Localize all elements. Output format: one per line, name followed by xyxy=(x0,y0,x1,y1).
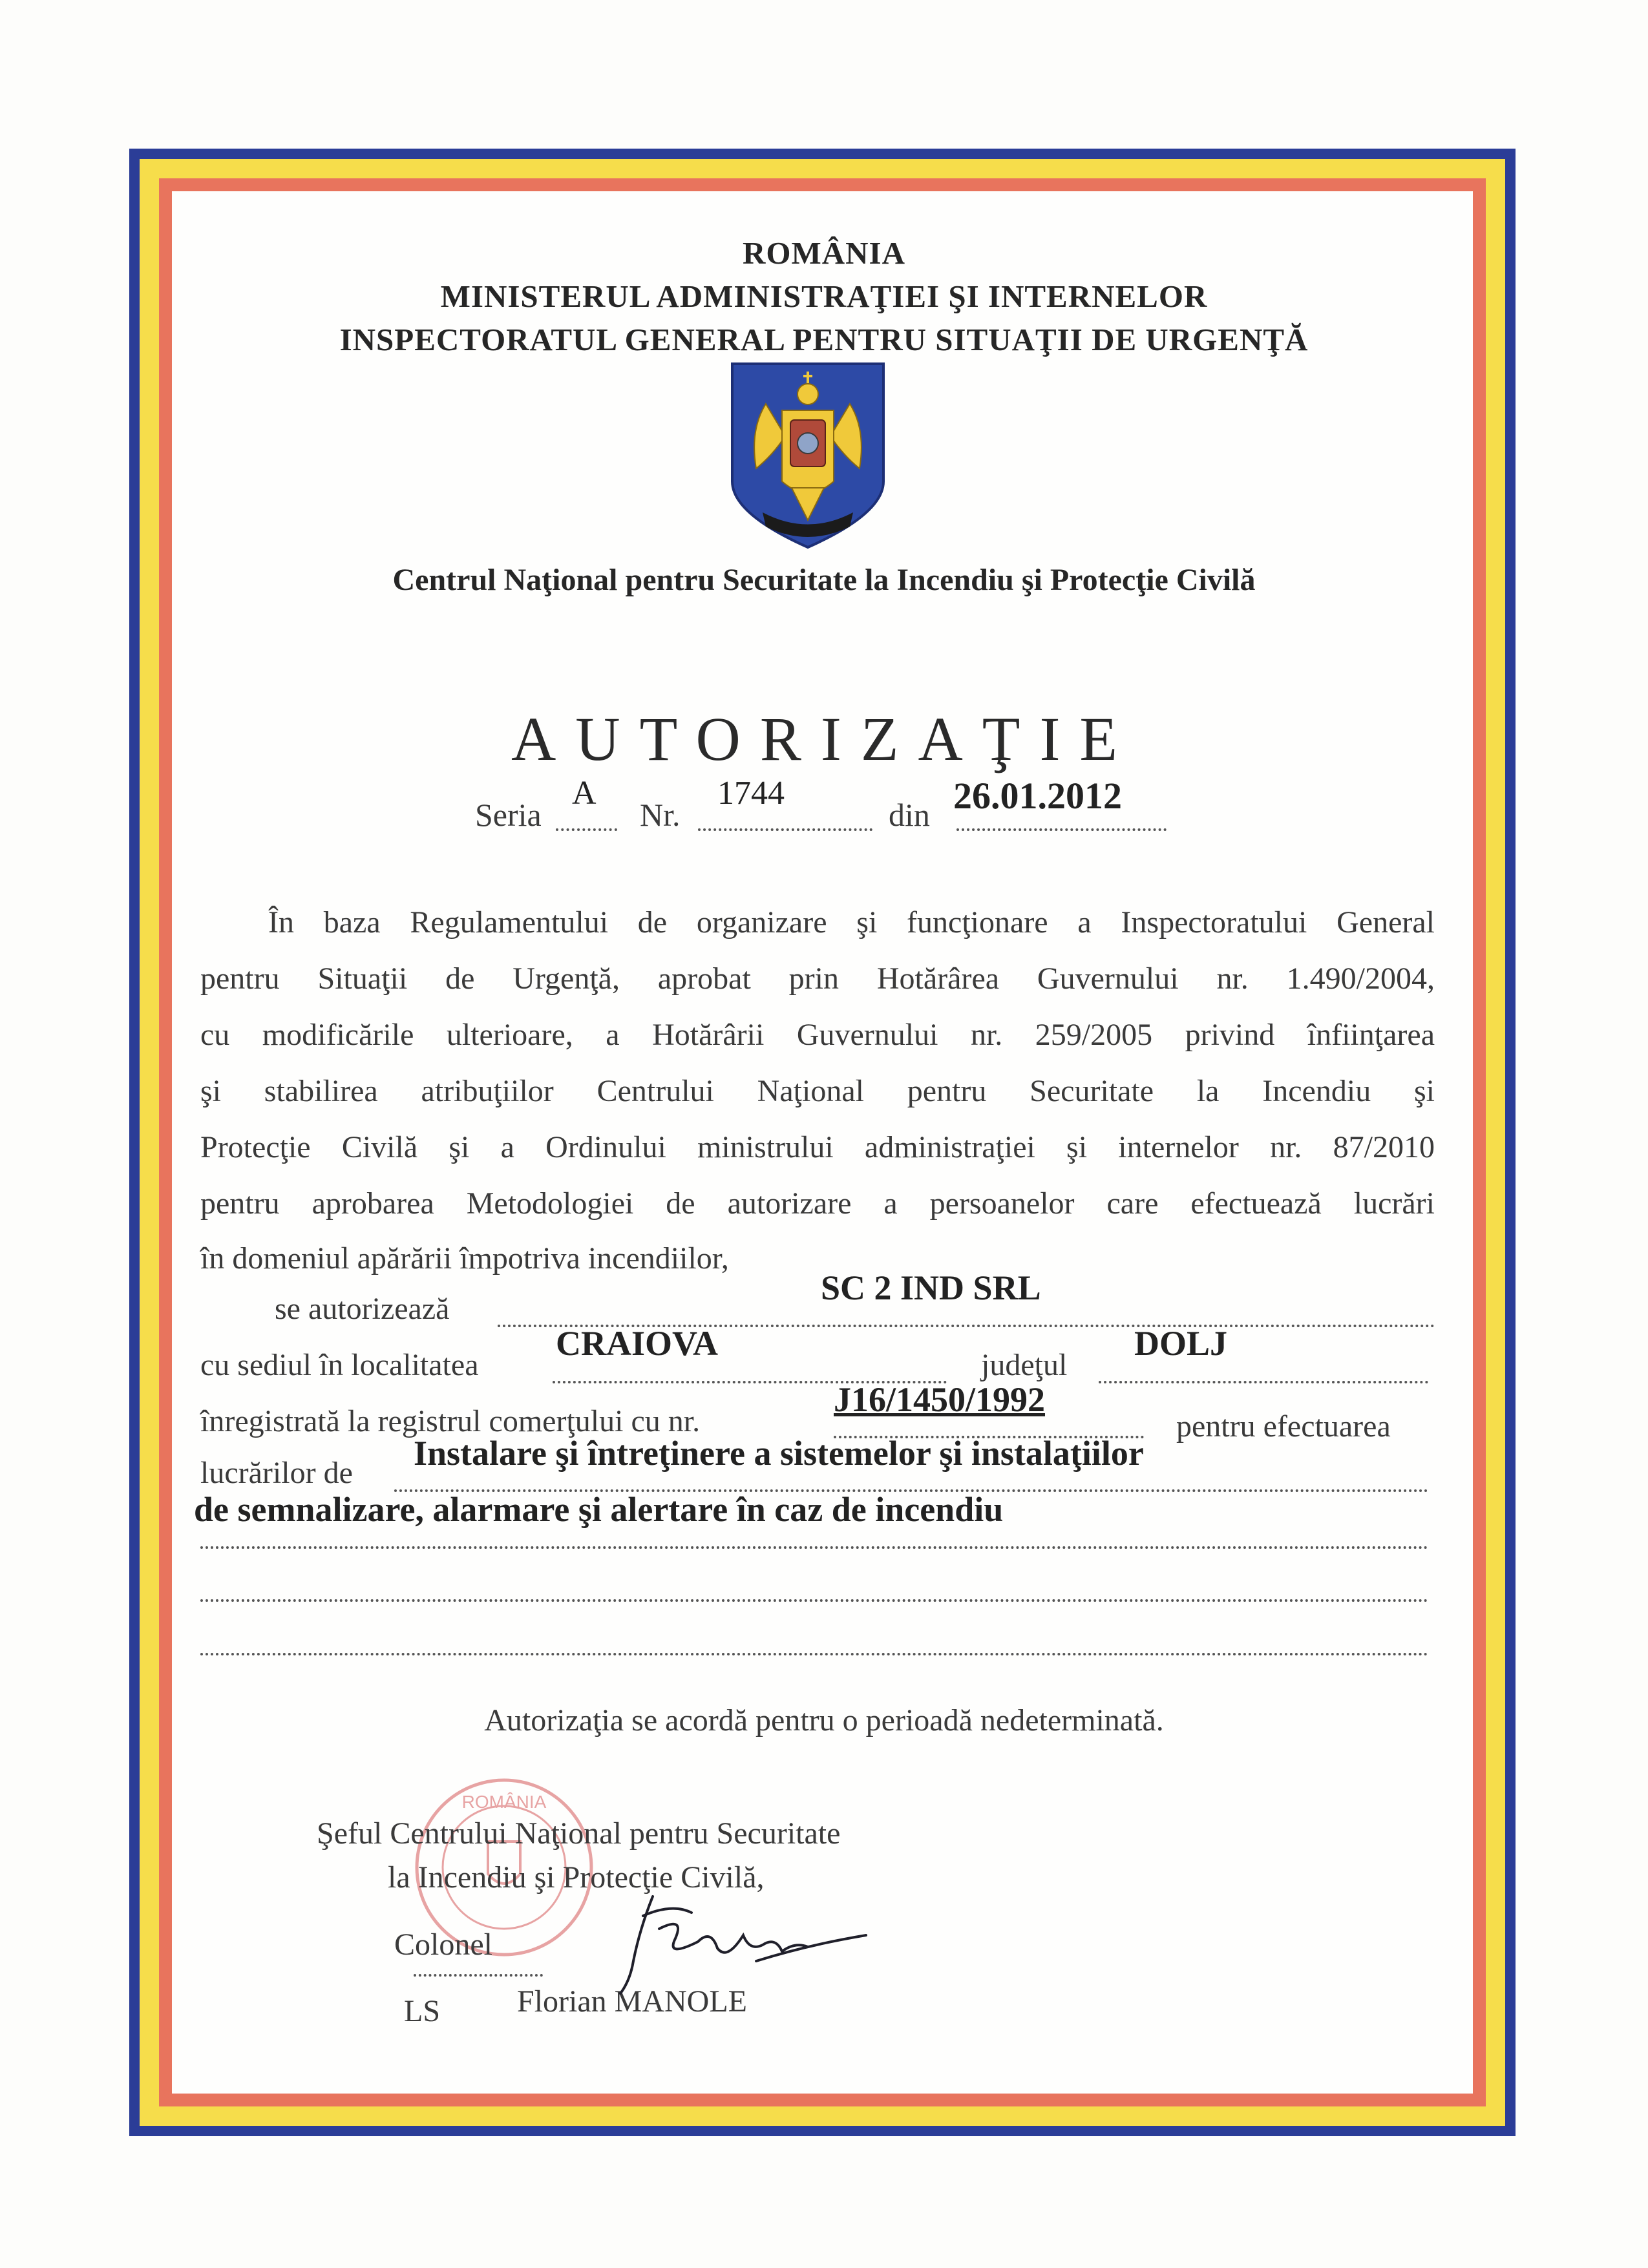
coat-of-arms-emblem xyxy=(727,359,889,552)
body-line-6: pentru aprobarea Metodologiei de autorizare a persoanelor care efectuează lucrări xyxy=(200,1186,1435,1221)
locality-label: cu sediul în localitatea xyxy=(200,1348,479,1382)
body-line-2: pentru Situaţii de Urgenţă, aprobat prin Hotărârea Guvernului nr. 1.490/2004, xyxy=(200,961,1435,996)
county-dots xyxy=(1099,1381,1428,1383)
body-line-7: în domeniul apărării împotriva incendiilor, xyxy=(200,1241,729,1276)
ls-mark: LS xyxy=(404,1994,441,2028)
signature-dots xyxy=(414,1974,543,1977)
validity-statement: Autorizaţia se acordă pentru o perioadă nedeterminată. xyxy=(484,1703,1164,1738)
works-dots-2 xyxy=(200,1546,1428,1549)
works-label: lucrărilor de xyxy=(200,1456,353,1490)
locality-value: CRAIOVA xyxy=(556,1324,719,1363)
din-label: din xyxy=(889,797,930,833)
signatory-name: Florian MANOLE xyxy=(517,1984,747,2019)
county-value: DOLJ xyxy=(1134,1324,1228,1363)
registry-value: J16/1450/1992 xyxy=(834,1380,1046,1419)
din-value: 26.01.2012 xyxy=(953,775,1122,817)
county-label: judeţul xyxy=(981,1348,1068,1382)
authorized-label: se autorizează xyxy=(275,1292,450,1326)
serie-label: Seria xyxy=(475,797,542,833)
works-line-2: de semnalizare, alarmare şi alertare în caz de incendiu xyxy=(194,1490,1004,1529)
center-name: Centrul Naţional pentru Securitate la Incendiu şi Protecţie Civilă xyxy=(392,563,1256,597)
signatory-role-line-1: Şeful Centrului Naţional pentru Securitate xyxy=(317,1816,841,1851)
body-line-5: Protecţie Civilă şi a Ordinului ministrului administraţiei şi internelor nr. 87/2010 xyxy=(200,1130,1435,1164)
header-ministry: MINISTERUL ADMINISTRAŢIEI ŞI INTERNELOR xyxy=(440,278,1208,314)
works-line-1: Instalare şi întreţinere a sistemelor şi instalaţiilor xyxy=(414,1434,1144,1473)
body-line-4: şi stabilirea atribuţiilor Centrului Naţional pentru Securitate la Incendiu şi xyxy=(200,1074,1435,1108)
company-name: SC 2 IND SRL xyxy=(821,1268,1041,1307)
works-dots-4 xyxy=(200,1653,1428,1655)
serie-dots xyxy=(556,828,617,831)
nr-label: Nr. xyxy=(640,797,681,833)
stamp-text: ROMÂNIA xyxy=(461,1792,547,1812)
header-inspectorate: INSPECTORATUL GENERAL PENTRU SITUAŢII DE URGENŢĂ xyxy=(339,322,1309,357)
document-title: AUTORIZAŢIE xyxy=(511,704,1137,773)
signatory-rank: Colonel xyxy=(394,1927,492,1962)
works-dots-3 xyxy=(200,1599,1428,1602)
registry-label: înregistrată la registrul comerţului cu nr. xyxy=(200,1404,701,1438)
purpose-label: pentru efectuarea xyxy=(1176,1409,1391,1444)
signatory-role-line-2: la Incendiu şi Protecţie Civilă, xyxy=(388,1860,765,1895)
body-line-1: În baza Regulamentului de organizare şi funcţionare a Inspectoratului General xyxy=(268,905,1435,940)
handwritten-signature xyxy=(614,1890,872,2000)
din-dots xyxy=(956,828,1167,831)
header-country: ROMÂNIA xyxy=(743,235,905,271)
nr-dots xyxy=(698,828,872,831)
body-line-3: cu modificările ulterioare, a Hotărârii Guvernului nr. 259/2005 privind înfiinţarea xyxy=(200,1018,1435,1052)
serie-value: A xyxy=(572,775,597,812)
nr-value: 1744 xyxy=(717,775,785,812)
